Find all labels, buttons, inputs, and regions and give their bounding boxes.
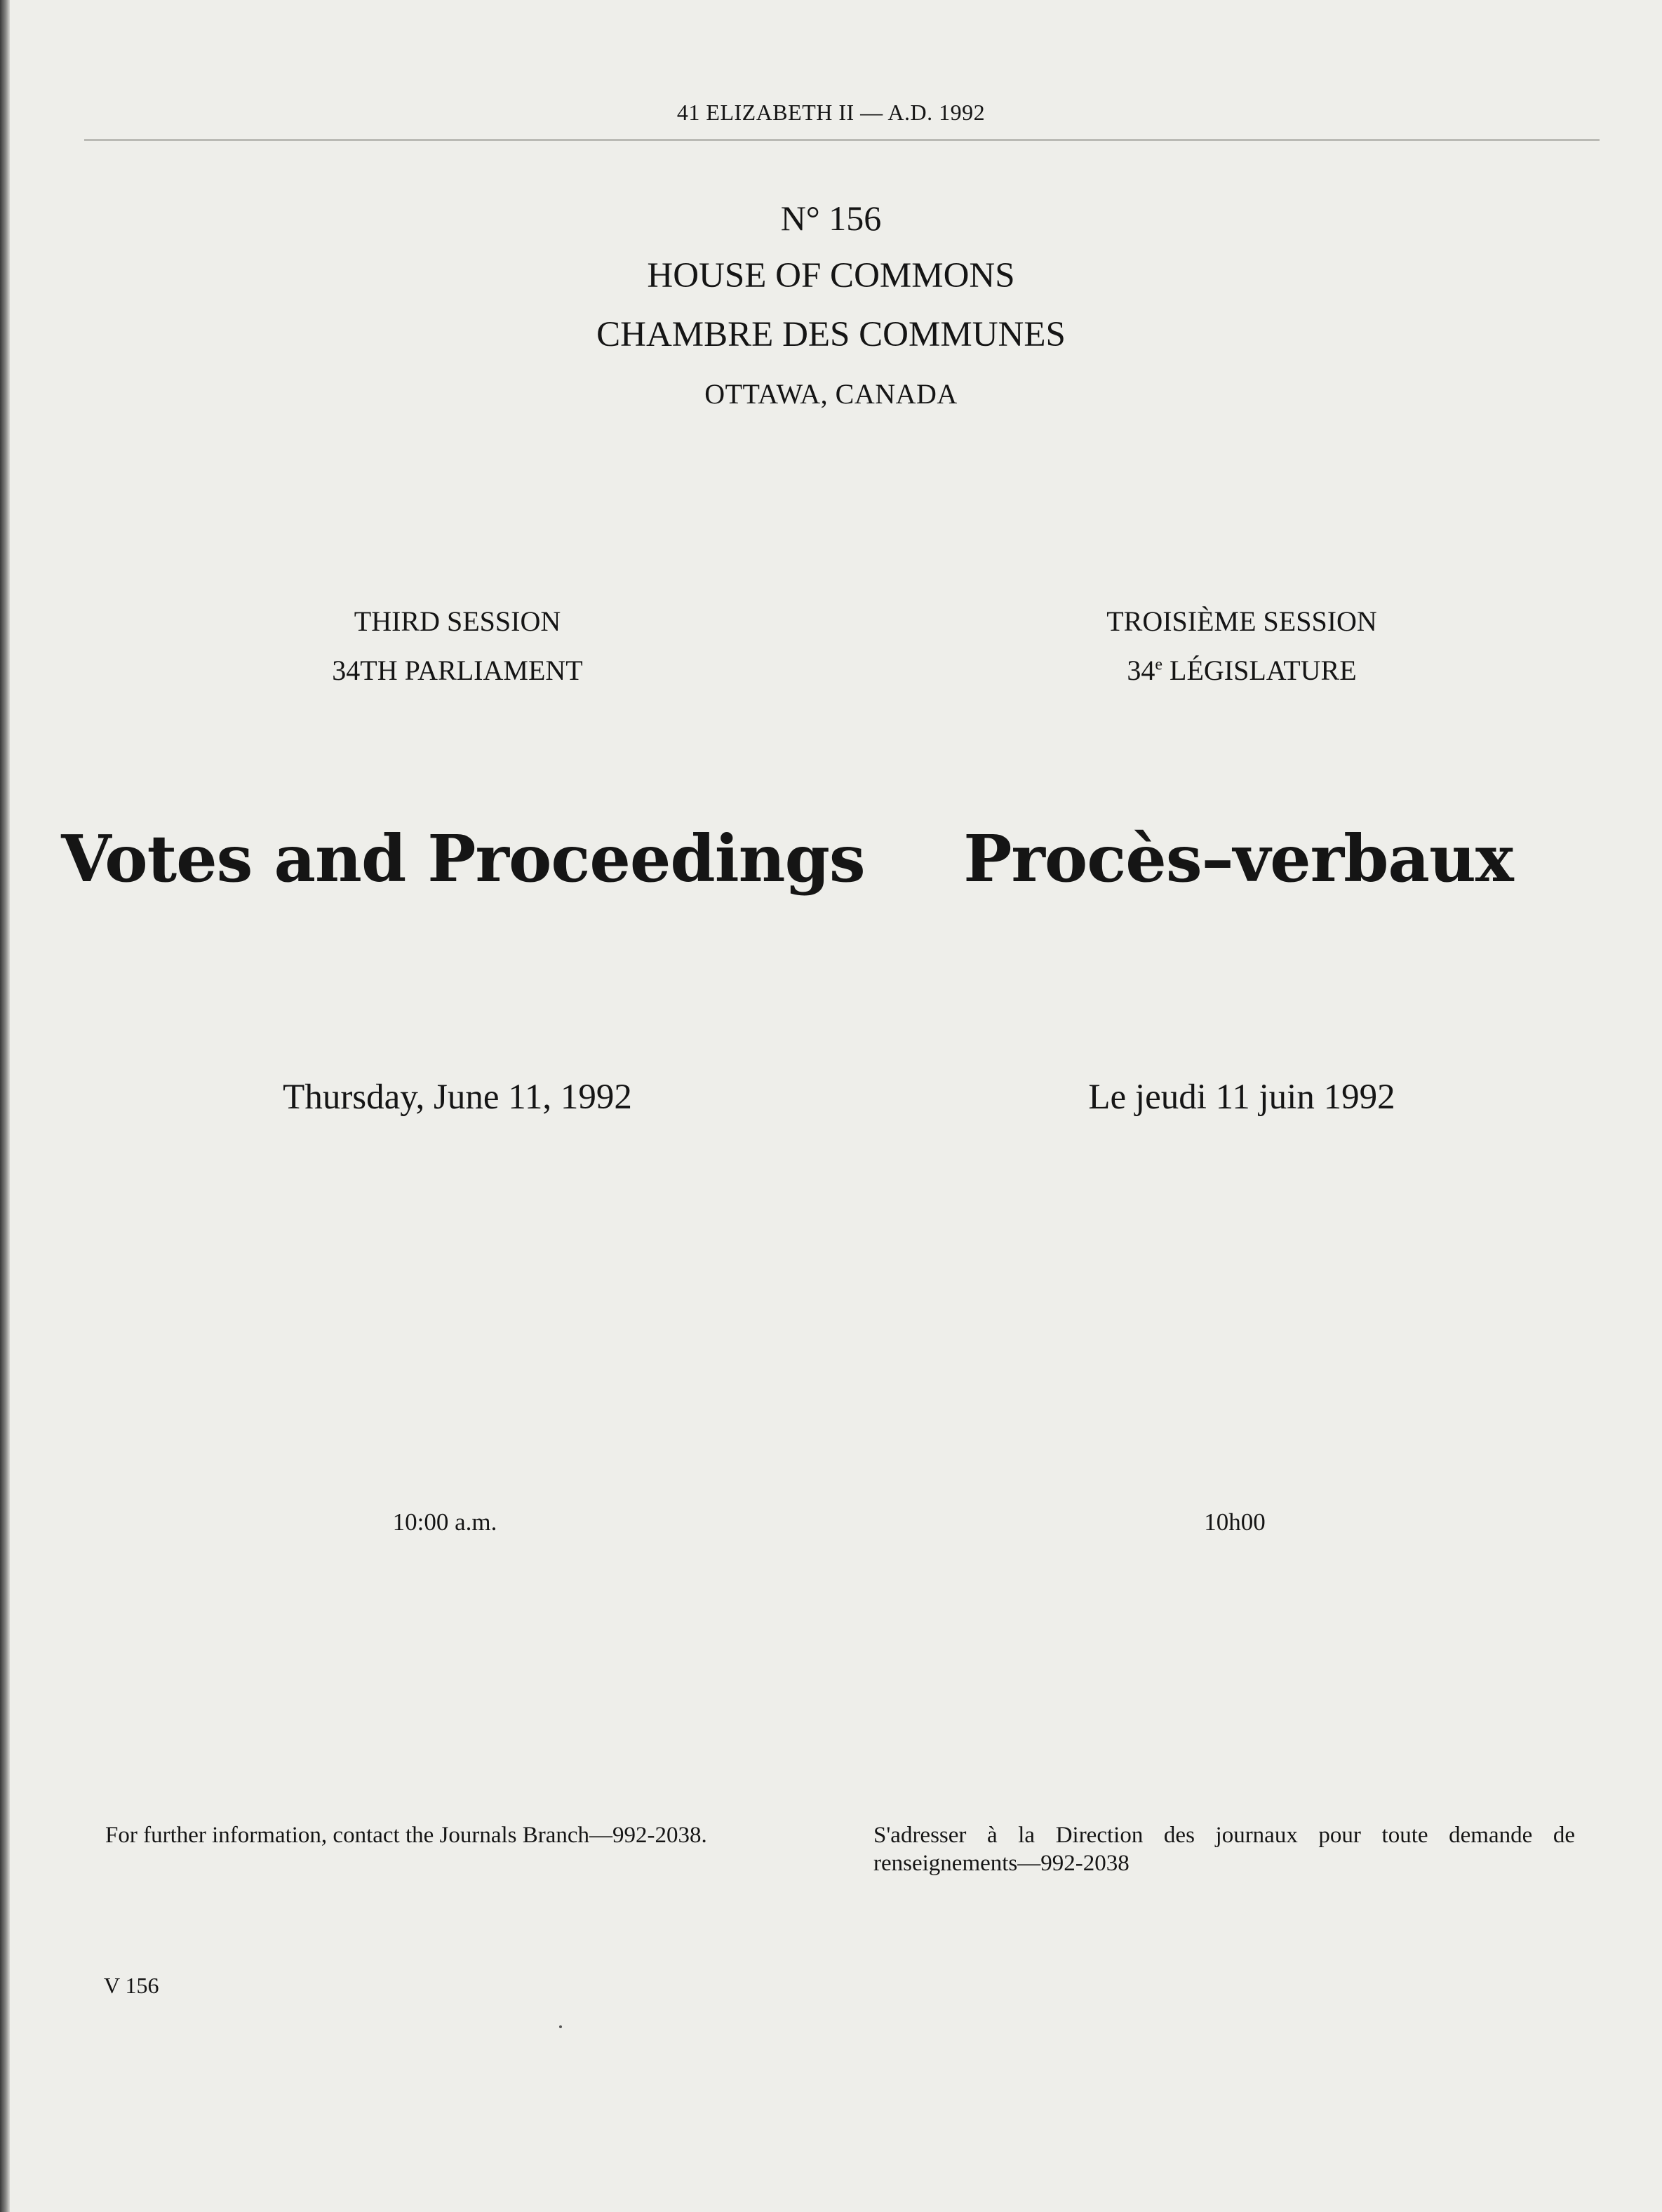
house-name-en: HOUSE OF COMMONS — [647, 256, 1015, 295]
sitting-time-fr: 10h00 — [1204, 1508, 1266, 1536]
date-en: Thursday, June 11, 1992 — [283, 1078, 632, 1117]
sitting-time-en: 10:00 a.m. — [392, 1508, 497, 1536]
title-fr: Procès–verbaux — [963, 821, 1513, 897]
house-name-fr: CHAMBRE DES COMMUNES — [596, 315, 1066, 354]
document-code: V 156 — [104, 1973, 159, 1998]
parliament-fr: 34e LÉGISLATURE — [1127, 655, 1357, 686]
contact-note-en: For further information, contact the Journals Branch—992-2038. — [105, 1823, 707, 1848]
issue-number: N° 156 — [780, 199, 882, 238]
print-speck — [559, 2025, 562, 2028]
city-line: OTTAWA, CANADA — [704, 378, 958, 410]
parliament-en: 34TH PARLIAMENT — [332, 655, 583, 686]
bleed-through-rule — [84, 139, 1600, 141]
contact-note-fr: S'adresser à la Direction des journaux pour toute demande de renseignements—992-2038 — [873, 1823, 1575, 1876]
running-head: 41 ELIZABETH II — A.D. 1992 — [676, 100, 986, 125]
session-en: THIRD SESSION — [354, 605, 561, 637]
title-en: Votes and Proceedings — [61, 821, 865, 897]
date-fr: Le jeudi 11 juin 1992 — [1088, 1078, 1395, 1117]
session-fr: TROISIÈME SESSION — [1106, 605, 1377, 637]
